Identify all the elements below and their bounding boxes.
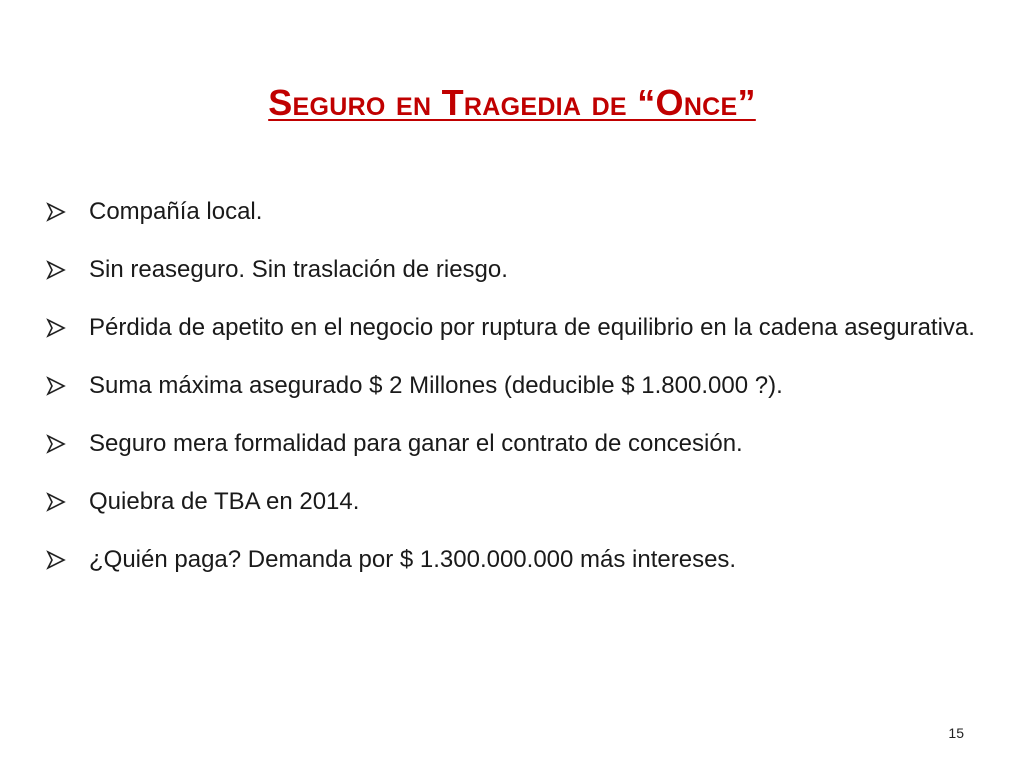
bullet-item [44,483,994,520]
arrowhead-bullet-icon [46,376,66,396]
bullet-text: Pérdida de apetito en el negocio por ruptura de equilibrio en la cadena asegurativa. [89,314,975,341]
bullet-list [44,193,994,599]
arrowhead-bullet-icon [46,434,66,454]
slide-title: Seguro en Tragedia de “Once” [268,82,756,123]
arrowhead-bullet-icon [46,492,66,512]
arrowhead-bullet-icon [46,318,66,338]
arrowhead-bullet-icon [46,550,66,570]
bullet-item [44,367,994,404]
page-number: 15 [948,725,964,741]
bullet-item [44,541,994,578]
bullet-item [44,309,994,346]
arrowhead-bullet-icon [46,260,66,280]
bullet-item [44,425,994,462]
bullet-item [44,193,994,230]
bullet-text: Compañía local. [89,198,263,225]
bullet-text: Quiebra de TBA en 2014. [89,488,360,515]
bullet-text: Sin reaseguro. Sin traslación de riesgo. [89,256,508,283]
bullet-text: ¿Quién paga? Demanda por $ 1.300.000.000 más intereses. [89,546,737,573]
bullet-text: Suma máxima asegurado $ 2 Millones (deducible $ 1.800.000 ?). [89,372,783,399]
bullet-item [44,251,994,288]
arrowhead-bullet-icon [46,202,66,222]
bullet-text: Seguro mera formalidad para ganar el contrato de concesión. [89,430,743,457]
